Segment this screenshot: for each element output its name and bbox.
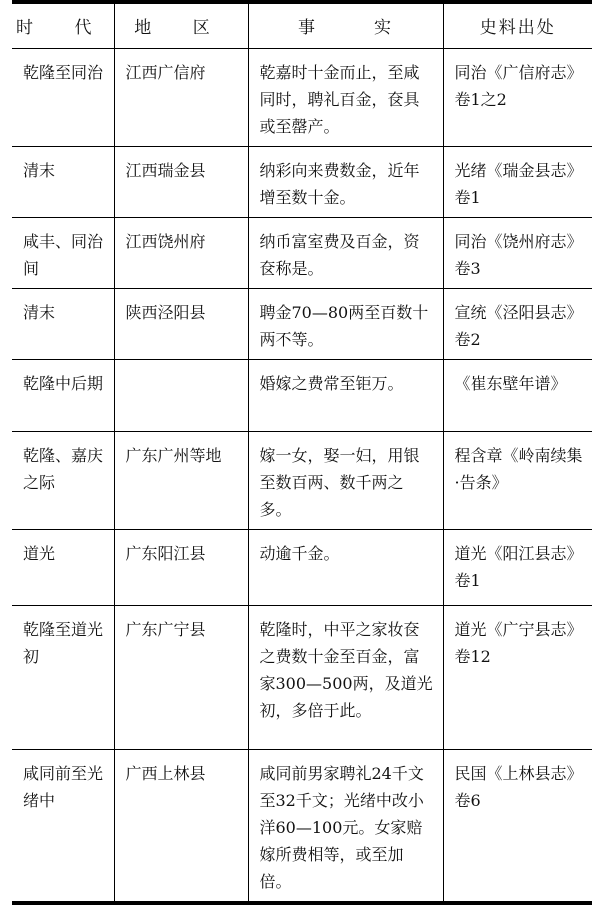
header-fact: 事 实 bbox=[248, 2, 443, 48]
header-region: 地 区 bbox=[114, 2, 248, 48]
table-row bbox=[12, 749, 592, 903]
table-row bbox=[12, 288, 592, 359]
cell-source: 光绪《瑞金县志》卷1 bbox=[443, 146, 592, 217]
cell-era: 咸丰、同治间 bbox=[12, 217, 114, 288]
cell-source: 道光《阳江县志》卷1 bbox=[443, 529, 592, 605]
cell-era: 清末 bbox=[12, 146, 114, 217]
cell-fact: 咸同前男家聘礼24千文至32千文；光绪中改小洋60—100元。女家赔嫁所费相等，或至加倍。 bbox=[248, 749, 443, 903]
cell-region: 江西饶州府 bbox=[114, 217, 248, 288]
cell-region: 广东阳江县 bbox=[114, 529, 248, 605]
cell-source: 程含章《岭南续集·告条》 bbox=[443, 431, 592, 529]
cell-fact: 纳彩向来费数金，近年增至数十金。 bbox=[248, 146, 443, 217]
cell-source: 民国《上林县志》卷6 bbox=[443, 749, 592, 903]
cell-fact: 动逾千金。 bbox=[248, 529, 443, 605]
cell-fact: 婚嫁之费常至钜万。 bbox=[248, 359, 443, 431]
cell-region: 陕西泾阳县 bbox=[114, 288, 248, 359]
cell-source: 同治《饶州府志》卷3 bbox=[443, 217, 592, 288]
cell-era: 乾隆、嘉庆之际 bbox=[12, 431, 114, 529]
cell-region: 广东广宁县 bbox=[114, 605, 248, 749]
cell-region: 江西瑞金县 bbox=[114, 146, 248, 217]
marriage-costs-table bbox=[12, 0, 592, 905]
cell-fact: 乾嘉时十金而止，至咸同时，聘礼百金，奁具或至罄产。 bbox=[248, 48, 443, 146]
cell-region: 广东广州等地 bbox=[114, 431, 248, 529]
table-row bbox=[12, 529, 592, 605]
cell-fact: 乾隆时，中平之家妆奁之费数十金至百金，富家300—500两，及道光初，多倍于此。 bbox=[248, 605, 443, 749]
cell-era: 乾隆至同治 bbox=[12, 48, 114, 146]
table-row bbox=[12, 146, 592, 217]
table-body bbox=[12, 48, 592, 903]
table-header-row bbox=[12, 2, 592, 48]
cell-era: 乾隆中后期 bbox=[12, 359, 114, 431]
table-row bbox=[12, 605, 592, 749]
cell-era: 道光 bbox=[12, 529, 114, 605]
cell-region bbox=[114, 359, 248, 431]
cell-source: 同治《广信府志》卷1之2 bbox=[443, 48, 592, 146]
dowry-table-container bbox=[12, 0, 592, 905]
cell-source: 《崔东壁年谱》 bbox=[443, 359, 592, 431]
table-row bbox=[12, 48, 592, 146]
cell-region: 广西上林县 bbox=[114, 749, 248, 903]
cell-fact: 嫁一女，娶一妇，用银至数百两、数千两之多。 bbox=[248, 431, 443, 529]
table-row bbox=[12, 359, 592, 431]
header-era: 时 代 bbox=[12, 2, 114, 48]
cell-source: 宣统《泾阳县志》卷2 bbox=[443, 288, 592, 359]
cell-era: 咸同前至光绪中 bbox=[12, 749, 114, 903]
cell-era: 乾隆至道光初 bbox=[12, 605, 114, 749]
cell-era: 清末 bbox=[12, 288, 114, 359]
cell-fact: 聘金70—80两至百数十两不等。 bbox=[248, 288, 443, 359]
table-row bbox=[12, 217, 592, 288]
cell-source: 道光《广宁县志》卷12 bbox=[443, 605, 592, 749]
header-source: 史料出处 bbox=[443, 2, 592, 48]
table-row bbox=[12, 431, 592, 529]
cell-fact: 纳币富室费及百金，资奁称是。 bbox=[248, 217, 443, 288]
cell-region: 江西广信府 bbox=[114, 48, 248, 146]
